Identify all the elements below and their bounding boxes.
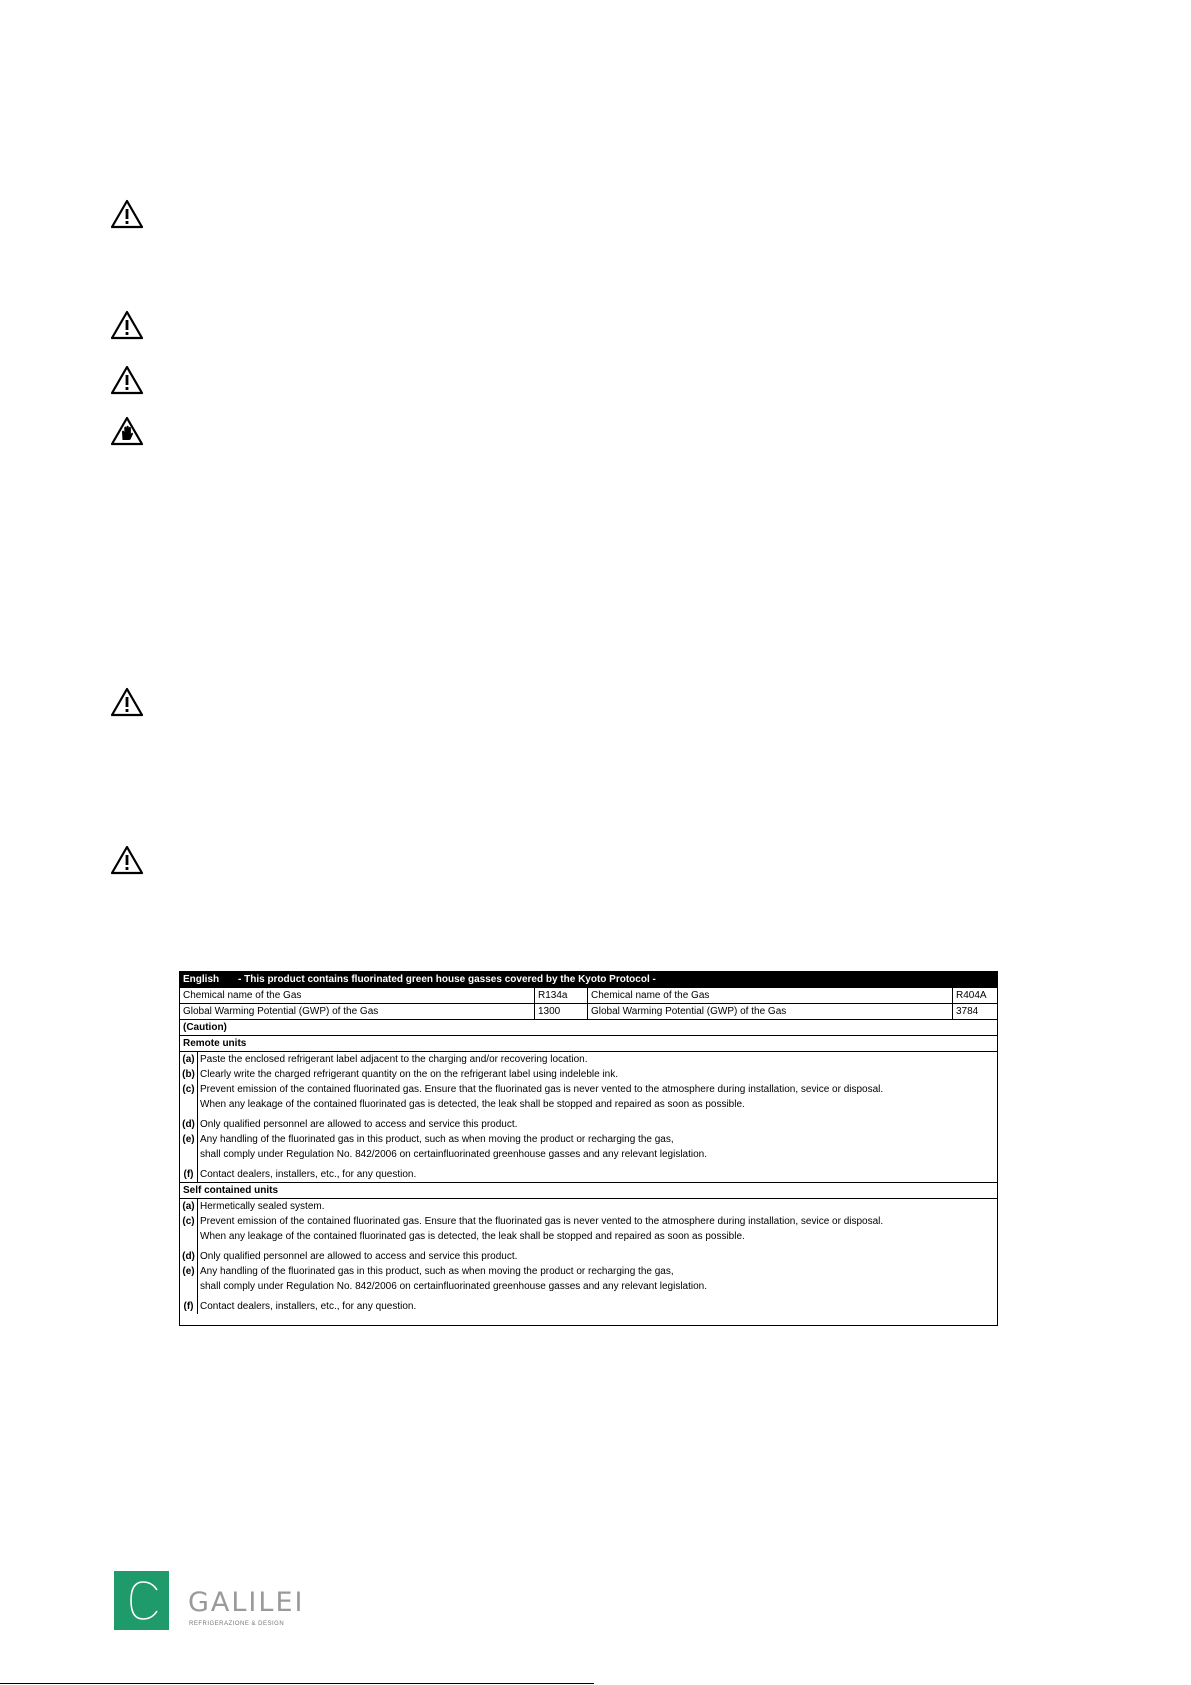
logo-name: GALILEI	[188, 1587, 305, 1618]
warning-triangle-icon	[110, 309, 144, 341]
gas1-name-value: R134a	[535, 988, 588, 1004]
list-item: (b) Clearly write the charged refrigerant quantity on the on the refrigerant label using indeleble ink.	[182, 1069, 619, 1080]
gas1-gwp-label: Global Warming Potential (GWP) of the Gas	[180, 1004, 535, 1020]
list-item: (f) Contact dealers, installers, etc., for any question.	[183, 1301, 417, 1312]
list-item: (e) Any handling of the fluorinated gas in this product, such as when moving the product or recharging the gas,	[182, 1134, 674, 1145]
warning-triangle-icon	[110, 364, 144, 396]
warning-triangle-icon	[110, 686, 144, 718]
footer-rule	[0, 1683, 594, 1684]
list-item: When any leakage of the contained fluorinated gas is detected, the leak shall be stopped and repaired as soon as possible.	[200, 1099, 745, 1110]
hand-stop-triangle-icon	[110, 415, 144, 447]
gas-info-grid	[180, 988, 997, 1020]
list-item: shall comply under Regulation No. 842/2006 on certainfluorinated greenhouse gasses and any relevant legislation.	[200, 1281, 707, 1292]
self-contained-heading: Self contained units	[180, 1182, 997, 1199]
gas2-name-label: Chemical name of the Gas	[588, 988, 953, 1004]
list-item: (c) Prevent emission of the contained fluorinated gas. Ensure that the fluorinated gas is never vented to the atmosphere during installation, sevice or disposal.	[182, 1084, 884, 1095]
list-item: (f) Contact dealers, installers, etc., for any question.	[183, 1169, 417, 1180]
remote-units-heading: Remote units	[180, 1036, 997, 1052]
list-item: shall comply under Regulation No. 842/2006 on certainfluorinated greenhouse gasses and any relevant legislation.	[200, 1149, 707, 1160]
gas2-name-value: R404A	[953, 988, 997, 1004]
list-item: When any leakage of the contained fluorinated gas is detected, the leak shall be stopped and repaired as soon as possible.	[200, 1231, 745, 1242]
galilei-logo	[114, 1571, 314, 1631]
gas2-gwp-label: Global Warming Potential (GWP) of the Gas	[588, 1004, 953, 1020]
kyoto-header	[180, 972, 997, 988]
gas2-gwp-value: 3784	[953, 1004, 997, 1020]
list-item: (d) Only qualified personnel are allowed to access and service this product.	[182, 1119, 518, 1130]
list-item: (a) Hermetically sealed system.	[182, 1201, 325, 1212]
list-item: (a) Paste the enclosed refrigerant label adjacent to the charging and/or recovering location.	[182, 1054, 588, 1065]
remote-units-list	[180, 1052, 997, 1182]
list-item: (c) Prevent emission of the contained fluorinated gas. Ensure that the fluorinated gas is never vented to the atmosphere during installation, sevice or disposal.	[182, 1216, 884, 1227]
header-text: - This product contains fluorinated green house gasses covered by the Kyoto Protocol -	[238, 974, 656, 985]
gas1-name-label: Chemical name of the Gas	[180, 988, 535, 1004]
logo-mark-icon	[114, 1571, 169, 1630]
list-item: (e) Any handling of the fluorinated gas in this product, such as when moving the product or recharging the gas,	[182, 1266, 674, 1277]
warning-triangle-icon	[110, 844, 144, 876]
caution-heading: (Caution)	[180, 1020, 997, 1036]
warning-triangle-icon	[110, 198, 144, 230]
header-language: English	[183, 974, 220, 985]
logo-subtitle: REFRIGERAZIONE & DESIGN	[189, 1621, 285, 1627]
kyoto-label-table	[179, 971, 998, 1326]
list-item: (d) Only qualified personnel are allowed to access and service this product.	[182, 1251, 518, 1262]
gas1-gwp-value: 1300	[535, 1004, 588, 1020]
self-contained-list	[180, 1199, 997, 1314]
